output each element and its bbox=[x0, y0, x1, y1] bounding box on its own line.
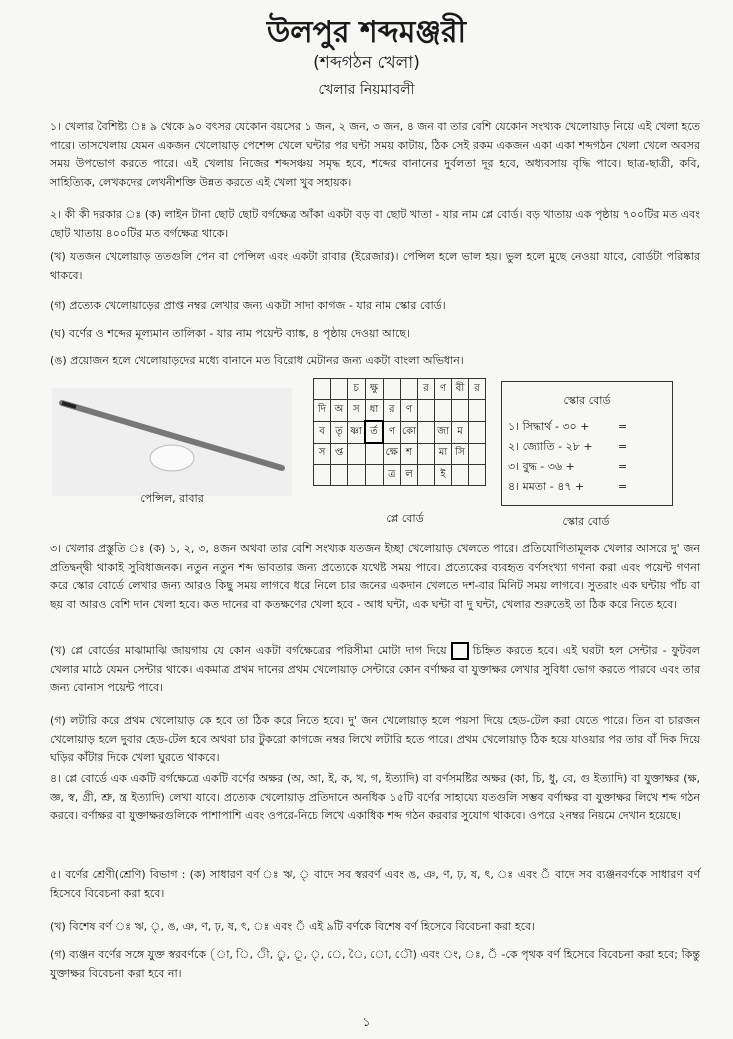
score-row: ২। জ্যোতি - ২৮ + = bbox=[508, 440, 628, 453]
score-row: ৪। মমতা - ৪৭ + = bbox=[508, 480, 628, 493]
score-row: ৩। বুদ্ধ - ৩৬ + = bbox=[508, 460, 628, 473]
board-cell: ষ্ণা bbox=[348, 421, 366, 443]
section-3a: ৩। খেলার প্রস্তুতি ঃ (ক) ১, ২, ৩, ৪জন অথবা তার বেশি সংখ্যক যতজন ইচ্ছা খেলোয়াড় খেলতে পারে। প্রতিযোগিতামূলক খেলার আসরে দু' জন প্রতিদ্বন্দ্বী থাকাই সুবিধাজনক। নতুন নতুন শব্দ ভাবতার জন্য প্রত্যেকে যথেষ্ট সময় পাবে। প্রত্যেকের ব্যবহৃত বর্ণসংখ্যা গণনা করা এবং পয়েন্ট গণনা করে স্কোর বোর্ডে লেখার জন্য আরও কিছু সময় লাগবে ধরে নিলে চার জনের একদান খেলতে দশ-বার মিনিট সময় লাগবে। সুতরাং এক ঘন্টায় পাঁচ বা ছয় বা আরও বেশি দান খেলা হবে। কত দানের বা কতক্ষণের খেলা হবে - আধ ঘন্টা, এক ঘন্টা বা দু ঘন্টা, খেলার শুরুতেই তা ঠিক করে নিতে হবে। bbox=[50, 542, 700, 612]
pencil-caption: পেন্সিল, রাবার bbox=[140, 492, 204, 505]
board-cell: ণ bbox=[401, 400, 418, 422]
board-cell bbox=[348, 465, 366, 486]
section-3b: (খ) প্লে বোর্ডের মাঝামাঝি জায়গায় যে কোন একটা বর্গক্ষেত্রের পরিসীমা মোটা দাগ দিয়ে চিহ্নিত করতে হবে। এই ঘরটা হল সেন্টার - ফুটবল খেলার মাঠে যেমন সেন্টার থাকে। একমাত্র প্রথম দানের প্রথম খেলোয়াড় সেন্টারে কোন বর্ণাক্ষর বা যুক্তাক্ষর লেখার সুবিধা ভোগ করতে পারবে এবং তার জন্য বোনাস পয়েন্ট পাবে। bbox=[50, 644, 700, 695]
board-cell: র bbox=[418, 379, 435, 400]
page-subtitle: (শব্দগঠন খেলা) bbox=[313, 53, 420, 73]
board-cell bbox=[469, 465, 486, 486]
board-cell bbox=[469, 443, 486, 465]
section-2e: (ঙ) প্রয়োজন হলে খেলোয়াড়দের মধ্যে বানানে মত বিরোধ মেটানর জন্য একটা বাংলা অভিধান। bbox=[50, 354, 464, 367]
board-cell: স bbox=[348, 400, 366, 422]
board-row bbox=[314, 421, 486, 443]
section-2b: (খ) যতজন খেলোয়াড় ততগুলি পেন বা পেন্সিল এবং একটা রাবার (ইরেজার)। পেন্সিল হলে ভাল হয়। ভুল হলে মুছে নেওয়া যাবে, বোর্ডটা পরিষ্কার থাকবে। bbox=[50, 250, 700, 282]
board-row bbox=[314, 400, 486, 422]
section-4: ৪। প্লে বোর্ডে এক একটি বর্গক্ষেত্রে একটি বর্ণের অক্ষর (অ, আ, ই, ক, খ, গ, ইত্যাদি) বা বর্ণসমষ্টির অক্ষর (কা, চি, ধু, বে, গু ইত্যাদি) বা যুক্তাক্ষর (ক্ষ, জ্ঞ, স্ব, গ্রী, শ্রু, ন্ত্র ইত্যাদি) লেখা যাবে। প্রত্যেক খেলোয়াড় প্রতিদানে অনধিক ১৫টি বর্ণের সাহায্যে যতগুলি সম্ভব বর্ণাক্ষর বা যুক্তাক্ষর লিখে শব্দ গঠন করবে। বর্ণাক্ষর বা যুক্তাক্ষরগুলিকে পাশাপাশি এবং ওপরে-নিচে লিখে একাধিক শব্দ গঠন করবার সুযোগ থাকবে। ওপরে ২নম্বর নিয়মে দেখান হয়েছে। bbox=[50, 772, 700, 823]
score-board-caption: স্কোর বোর্ড bbox=[562, 515, 610, 528]
score-board-title: স্কোর বোর্ড bbox=[563, 394, 611, 407]
board-cell: ল bbox=[401, 465, 418, 486]
board-row bbox=[314, 465, 486, 486]
pencil-eraser-image bbox=[52, 388, 292, 496]
board-cell bbox=[383, 379, 401, 400]
board-cell: ত্র bbox=[383, 465, 401, 486]
board-cell bbox=[435, 400, 452, 422]
board-cell bbox=[418, 443, 435, 465]
board-cell: কো bbox=[401, 421, 418, 443]
page-number: ১ bbox=[362, 1015, 371, 1029]
board-cell: শ bbox=[401, 443, 418, 465]
board-cell: তৃ bbox=[331, 421, 348, 443]
board-cell: ম bbox=[452, 421, 469, 443]
page-title: উলপুর শব্দমঞ্জরী bbox=[266, 15, 467, 50]
board-cell: ণ bbox=[383, 421, 401, 443]
board-cell bbox=[418, 465, 435, 486]
rules-heading: খেলার নিয়মাবলী bbox=[318, 82, 415, 98]
board-cell bbox=[401, 379, 418, 400]
board-cell bbox=[314, 465, 331, 486]
board-cell: ক্ষু bbox=[365, 379, 383, 400]
center-square-icon bbox=[451, 642, 469, 660]
board-cell: ণ bbox=[435, 379, 452, 400]
board-cell bbox=[365, 443, 383, 465]
board-cell: র্ত bbox=[365, 421, 383, 443]
board-cell: জা bbox=[435, 421, 452, 443]
section-2c: (গ) প্রত্যেক খেলোয়াড়ের প্রাপ্ত নম্বর লেখার জন্য একটা সাদা কাগজ - যার নাম স্কোর বোর্ড। bbox=[50, 299, 446, 312]
board-cell bbox=[469, 421, 486, 443]
board-cell: মা bbox=[435, 443, 452, 465]
board-cell: র bbox=[383, 400, 401, 422]
board-cell: প্ত bbox=[331, 443, 348, 465]
board-cell: ই bbox=[435, 465, 452, 486]
board-row bbox=[314, 379, 486, 400]
section-2a: ২। কী কী দরকার ঃ (ক) লাইন টানা ছোট ছোট বর্গক্ষেত্র আঁকা একটা বড় বা ছোট খাতা - যার নাম প্লে বোর্ড। বড় খাতায় এক পৃষ্ঠায় ৭০০টির মত এবং ছোট খাতায় ৪০০টির মত বর্গক্ষেত্র থাকে। bbox=[50, 208, 700, 240]
board-cell bbox=[365, 465, 383, 486]
board-cell bbox=[348, 443, 366, 465]
board-cell: বী bbox=[452, 379, 469, 400]
board-cell: ব bbox=[314, 421, 331, 443]
board-cell bbox=[314, 379, 331, 400]
board-cell: চ bbox=[348, 379, 366, 400]
section-1: ১। খেলার বৈশিষ্ট্য ঃ ৯ থেকে ৯০ বৎসর যেকোন বয়সের ১ জন, ২ জন, ৩ জন, ৪ জন বা তার বেশি যেকোন সংখ্যক খেলোয়াড় নিয়ে এই খেলা হতে পারে। তাসখেলায় যেমন একজন খেলোয়াড় পেশেন্স খেলে ঘন্টার পর ঘন্টা সময় কাটায়, ঠিক সেই রকম একজন একা একা শব্দগঠন খেলা খেলে অবসর সময় উপভোগ করতে পারে। এই খেলায় নিজের শব্দসঞ্চয় সমৃদ্ধ হবে, শব্দের বানানের দুর্বলতা দূর হবে, অধ্যবসায় বৃদ্ধি পাবে। ছাত্র-ছাত্রী, কবি, সাহিত্যিক, লেখকদের লেখনীশক্তি উন্নত করতে এই খেলা খুব সহায়ক। bbox=[50, 120, 700, 190]
board-cell: অ bbox=[331, 400, 348, 422]
board-cell: র bbox=[469, 379, 486, 400]
section-3c: (গ) লটারি করে প্রথম খেলোয়াড় কে হবে তা ঠিক করে নিতে হবে। দু' জন খেলোয়াড় হলে পয়সা দিয়ে হেড-টেল করা যেতে পারে। তিন বা চারজন খেলোয়াড় হলে দুবার হেড-টেল হবে অথবা চার টুকরো কাগজে নম্বর লিখে লটারি হতে পারে। প্রথম খেলোয়াড় ঠিক হয়ে যাওয়ার পর তার বাঁ দিক দিয়ে ঘড়ির কাঁটার দিকে খেলা ঘুরতে থাকবে। bbox=[50, 714, 700, 765]
board-cell bbox=[452, 465, 469, 486]
board-cell bbox=[452, 400, 469, 422]
board-cell: স bbox=[314, 443, 331, 465]
board-cell: সি bbox=[452, 443, 469, 465]
section-2d: (ঘ) বর্ণের ও শব্দের মূল্যমান তালিকা - যার নাম পয়েন্ট ব্যাঙ্ক, ৪ পৃষ্ঠায় দেওয়া আছে। bbox=[50, 327, 411, 340]
play-board bbox=[313, 378, 486, 486]
board-cell: ক্ষে bbox=[383, 443, 401, 465]
board-cell bbox=[418, 421, 435, 443]
section-5b: (খ) বিশেষ বর্ণ ঃ ঋ, ৃ, ঙ, ঞ, ণ, ঢ়, ষ, ৎ, ঃ এবং ঁ এই ৯টি বর্ণকে বিশেষ বর্ণ হিসেবে বিবেচনা করা হবে। bbox=[50, 920, 536, 933]
board-cell: দি bbox=[314, 400, 331, 422]
section-5c: (গ) ব্যঞ্জন বর্ণের সঙ্গে যুক্ত স্বরবর্ণকে (া, ি, ী, ু, ূ, ৃ, ে, ৈ, ো, ৌ) এবং ং, ঃ, ঁ -কে পৃথক বর্ণ হিসেবে বিবেচনা করা হবে; কিন্তু যুক্তাক্ষর বিবেচনা করা হবে না। bbox=[50, 948, 700, 980]
play-board-caption: প্লে বোর্ড bbox=[386, 512, 424, 525]
board-cell bbox=[331, 465, 348, 486]
board-cell bbox=[331, 379, 348, 400]
score-board bbox=[501, 381, 673, 506]
board-cell bbox=[469, 400, 486, 422]
board-row bbox=[314, 443, 486, 465]
section-5a: ৫। বর্ণের শ্রেণী(শ্রেণি) বিভাগ : (ক) সাধারণ বর্ণ ঃ ঋ, ৃ বাদে সব স্বরবর্ণ এবং ঙ, ঞ, ণ, ঢ়, ষ, ৎ, ঃ এবং ঁ বাদে সব ব্যঞ্জনবর্ণকে সাধারণ বর্ণ হিসেবে বিবেচনা করা হবে। bbox=[50, 868, 700, 900]
board-cell: ধা bbox=[365, 400, 383, 422]
board-cell bbox=[418, 400, 435, 422]
score-row: ১। সিদ্ধার্থ - ৩০ + = bbox=[508, 420, 628, 433]
